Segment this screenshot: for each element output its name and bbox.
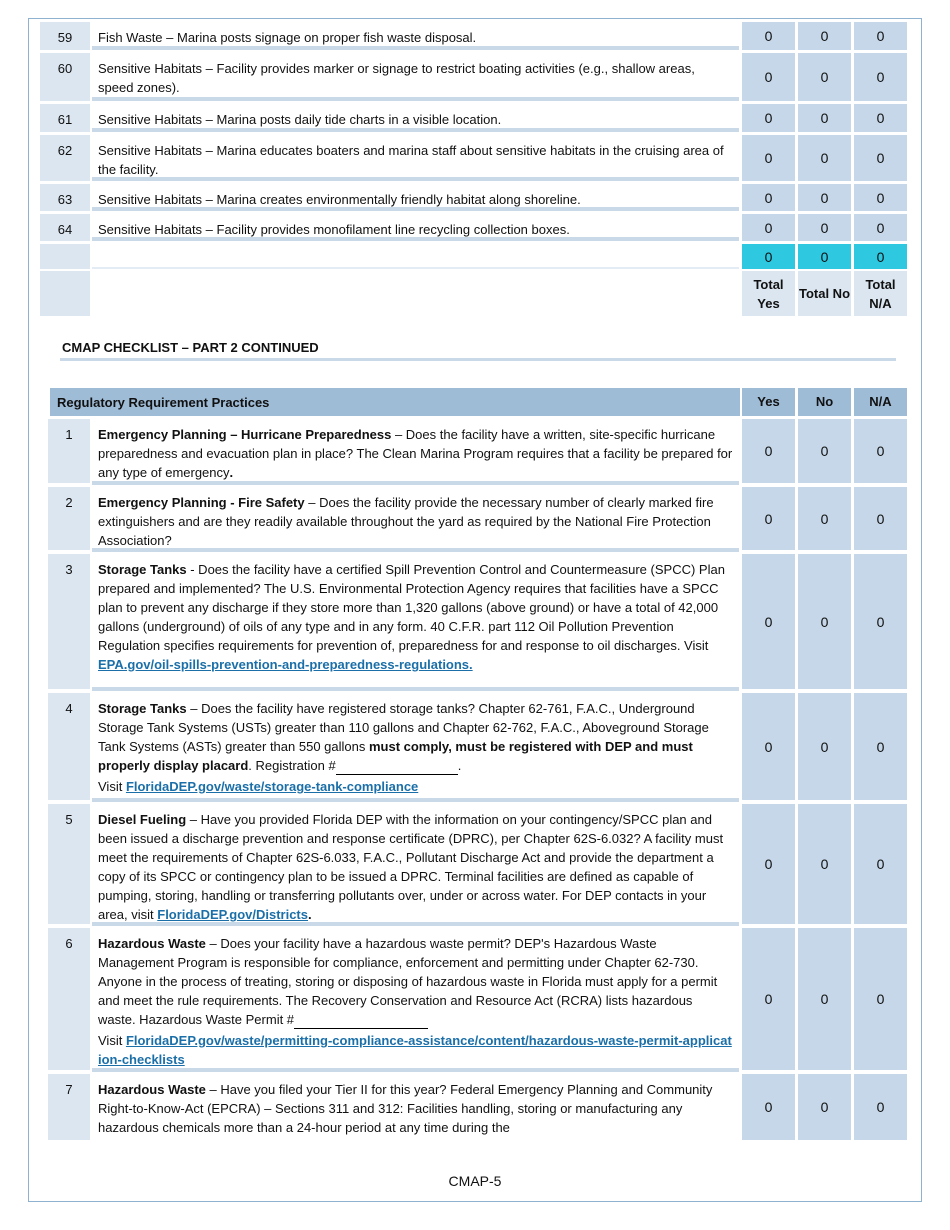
epa-spcc-link[interactable]: EPA.gov/oil-spills-prevention-and-preparedness-regulations. (98, 657, 473, 672)
row-body-2: . Registration # (248, 758, 336, 773)
regulatory-requirements-table (48, 419, 909, 1141)
row-body: – Have you provided Florida DEP with the information on your contingency/SPCC plan and been issued a discharge prevention and response certificate (DPRC), per Chapter 62S-6.032? A facility must meet the requirements of Chapter 62S-6.033, F.A.C., Pollutant Discharge Act and provide the department a copy of its SPCC or contingency plan to be issued a DPRC. Terminal facilities are defined as capable of pumping, storing, handling or transferring pollutants over, under or across water. For DEP contacts in your area, visit (98, 812, 724, 922)
na-count[interactable]: 0 (854, 487, 907, 550)
row-text (92, 554, 739, 691)
yes-count[interactable]: 0 (742, 928, 795, 1070)
no-count[interactable]: 0 (798, 804, 851, 924)
no-count[interactable]: 0 (798, 104, 851, 132)
row-title: Hazardous Waste (98, 936, 206, 951)
no-count[interactable]: 0 (798, 693, 851, 800)
row-body: - Does the facility have a certified Spill Prevention Control and Countermeasure (SPCC) Plan prepared and implemented? The U.S. Environmental Protection Agency requires that facilities have a SPCC plan to prevent any discharge if they store more than 1,320 gallons (above ground) or have a total of 42,000 gallons (underground) of oils of any type and in any form. 40 C.F.R. part 112 Oil Pollution Prevention Regulation specifies requirements for prevention of, preparedness for and response to oil discharges. Visit (98, 562, 725, 653)
na-count[interactable]: 0 (854, 184, 907, 211)
row-title: Diesel Fueling (98, 812, 187, 827)
hazardous-waste-permit-link[interactable]: FloridaDEP.gov/waste/permitting-compliance-assistance/content/hazardous-waste-permit-application-checklists (98, 1033, 732, 1067)
no-count[interactable]: 0 (798, 135, 851, 181)
no-count[interactable]: 0 (798, 928, 851, 1070)
hazardous-waste-permit-field[interactable] (294, 1028, 428, 1029)
header-yes: Yes (742, 388, 795, 416)
row-emphasis: must comply, must be registered with DEP and must properly display placard (98, 739, 693, 773)
yes-count[interactable]: 0 (742, 135, 795, 181)
row-text (92, 928, 739, 1072)
row-text-empty (92, 244, 739, 269)
section-title: CMAP CHECKLIST – PART 2 CONTINUED (62, 340, 319, 355)
yes-count[interactable]: 0 (742, 22, 795, 50)
na-count[interactable]: 0 (854, 53, 907, 101)
visit-text: Visit (98, 1033, 126, 1048)
row-text: Sensitive Habitats – Facility provides monofilament line recycling collection boxes. (92, 214, 739, 241)
header-na: N/A (854, 388, 907, 416)
row-title: Storage Tanks (98, 701, 187, 716)
row-text (92, 1074, 739, 1140)
row-number: 6 (48, 928, 90, 1070)
yes-count[interactable]: 0 (742, 184, 795, 211)
row-number: 4 (48, 693, 90, 800)
row-title: Hazardous Waste (98, 1082, 206, 1097)
row-number: 63 (40, 184, 90, 211)
header-no: No (798, 388, 851, 416)
row-text: Sensitive Habitats – Marina educates boaters and marina staff about sensitive habitats in the cruising area of the facility. (92, 135, 739, 181)
na-count[interactable]: 0 (854, 1074, 907, 1140)
row-number: 7 (48, 1074, 90, 1140)
na-count[interactable]: 0 (854, 693, 907, 800)
row-number: 3 (48, 554, 90, 689)
row-text (92, 487, 739, 552)
row-title: Storage Tanks (98, 562, 187, 577)
na-count[interactable]: 0 (854, 554, 907, 689)
no-count[interactable]: 0 (798, 184, 851, 211)
storage-tank-compliance-link[interactable]: FloridaDEP.gov/waste/storage-tank-compliance (125, 779, 419, 794)
row-number: 1 (48, 419, 90, 483)
row-number: 62 (40, 135, 90, 181)
row-number-empty (40, 244, 90, 269)
na-count[interactable]: 0 (854, 214, 907, 241)
row-body: – Does the facility have a written, site-specific hurricane preparedness and evacuation plan in place? The Clean Marina Program requires that a facility be prepared for any type of emergency (98, 427, 733, 480)
na-count[interactable]: 0 (854, 22, 907, 50)
yes-count[interactable]: 0 (742, 693, 795, 800)
row-number: 64 (40, 214, 90, 241)
no-count[interactable]: 0 (798, 1074, 851, 1140)
visit-text: Visit (98, 779, 126, 794)
no-count[interactable]: 0 (798, 214, 851, 241)
row-text: Sensitive Habitats – Facility provides marker or signage to restrict boating activities (e.g., shallow areas, speed zones). (92, 53, 739, 101)
yes-count[interactable]: 0 (742, 53, 795, 101)
total-no-count: 0 (798, 244, 851, 269)
row-text (92, 419, 739, 485)
no-count[interactable]: 0 (798, 22, 851, 50)
no-count[interactable]: 0 (798, 487, 851, 550)
row-number: 59 (40, 22, 90, 50)
table-header-title: Regulatory Requirement Practices (50, 388, 740, 416)
row-text: Storage Tanks – Does the facility have registered storage tanks? Chapter 62-761, F.A.C., Underground Storage Tank Systems (USTs) greater than 110 gallons and Chapter 62-762, F.A.C., Aboveground Storage Tank Systems (ASTs) greater than 550 gallons must comply, must be registered with DEP and must properly display placard. Registration # . Visit FloridaDEP.gov/waste/storage-tank-compliance (92, 693, 739, 802)
row-text-empty (92, 271, 739, 316)
section-divider (60, 358, 896, 361)
total-na-count: 0 (854, 244, 907, 269)
na-count[interactable]: 0 (854, 804, 907, 924)
yes-count[interactable]: 0 (742, 419, 795, 483)
no-count[interactable]: 0 (798, 53, 851, 101)
total-yes-label: Total Yes (742, 271, 795, 316)
page-footer: CMAP-5 (448, 1173, 502, 1189)
row-text: Sensitive Habitats – Marina creates environmentally friendly habitat along shoreline. (92, 184, 739, 211)
total-no-label: Total No (798, 271, 851, 316)
na-count[interactable]: 0 (854, 419, 907, 483)
row-title: Emergency Planning – Hurricane Preparedness (98, 427, 392, 442)
yes-count[interactable]: 0 (742, 804, 795, 924)
checklist-part1-table (40, 22, 909, 318)
row-end: . (308, 907, 312, 922)
row-number: 60 (40, 53, 90, 101)
row-body: – Does your facility have a hazardous waste permit? DEP's Hazardous Waste Management Program is responsible for compliance, enforcement and permitting under Chapter 62-730. Anyone in the process of treating, storing or disposing of hazardous waste in Florida must apply for a permit and meet the rule requirements. The Recovery Conservation and Resource Act (RCRA) lists hazardous waste. Hazardous Waste Permit # (98, 936, 718, 1027)
row-end: . (229, 465, 234, 480)
yes-count[interactable]: 0 (742, 554, 795, 689)
na-count[interactable]: 0 (854, 104, 907, 132)
row-body: – Does the facility provide the necessary number of clearly marked fire extinguishers and are they readily available throughout the yard as required by the National Fire Protection Association? (98, 495, 714, 548)
row-number: 2 (48, 487, 90, 550)
row-body: – Have you filed your Tier II for this year? Federal Emergency Planning and Community Right-to-Know-Act (EPCRA) – Sections 311 and 312: Facilities handling, storing or manufacturing any hazardous chemicals more than a 24-hour period at any time during the (98, 1082, 713, 1135)
row-number: 61 (40, 104, 90, 132)
registration-number-field[interactable] (336, 774, 458, 775)
no-count[interactable]: 0 (798, 419, 851, 483)
na-count[interactable]: 0 (854, 928, 907, 1070)
row-number: 5 (48, 804, 90, 924)
na-count[interactable]: 0 (854, 135, 907, 181)
total-na-label: Total N/A (854, 271, 907, 316)
yes-count[interactable]: 0 (742, 487, 795, 550)
yes-count[interactable]: 0 (742, 104, 795, 132)
row-text (92, 804, 739, 926)
total-yes-count: 0 (742, 244, 795, 269)
row-body: – Does the facility have registered storage tanks? Chapter 62-761, F.A.C., Underground Storage Tank Systems (USTs) greater than 110 gallons and Chapter 62-762, F.A.C., Aboveground Storage Tank Systems (ASTs) greater than 550 gallons (98, 701, 709, 754)
row-text: Fish Waste – Marina posts signage on proper fish waste disposal. (92, 22, 739, 50)
no-count[interactable]: 0 (798, 554, 851, 689)
row-number-empty (40, 271, 90, 316)
yes-count[interactable]: 0 (742, 214, 795, 241)
yes-count[interactable]: 0 (742, 1074, 795, 1140)
row-title: Emergency Planning - Fire Safety (98, 495, 305, 510)
row-text: Sensitive Habitats – Marina posts daily tide charts in a visible location. (92, 104, 739, 132)
dep-districts-link[interactable]: FloridaDEP.gov/Districts (157, 907, 308, 922)
